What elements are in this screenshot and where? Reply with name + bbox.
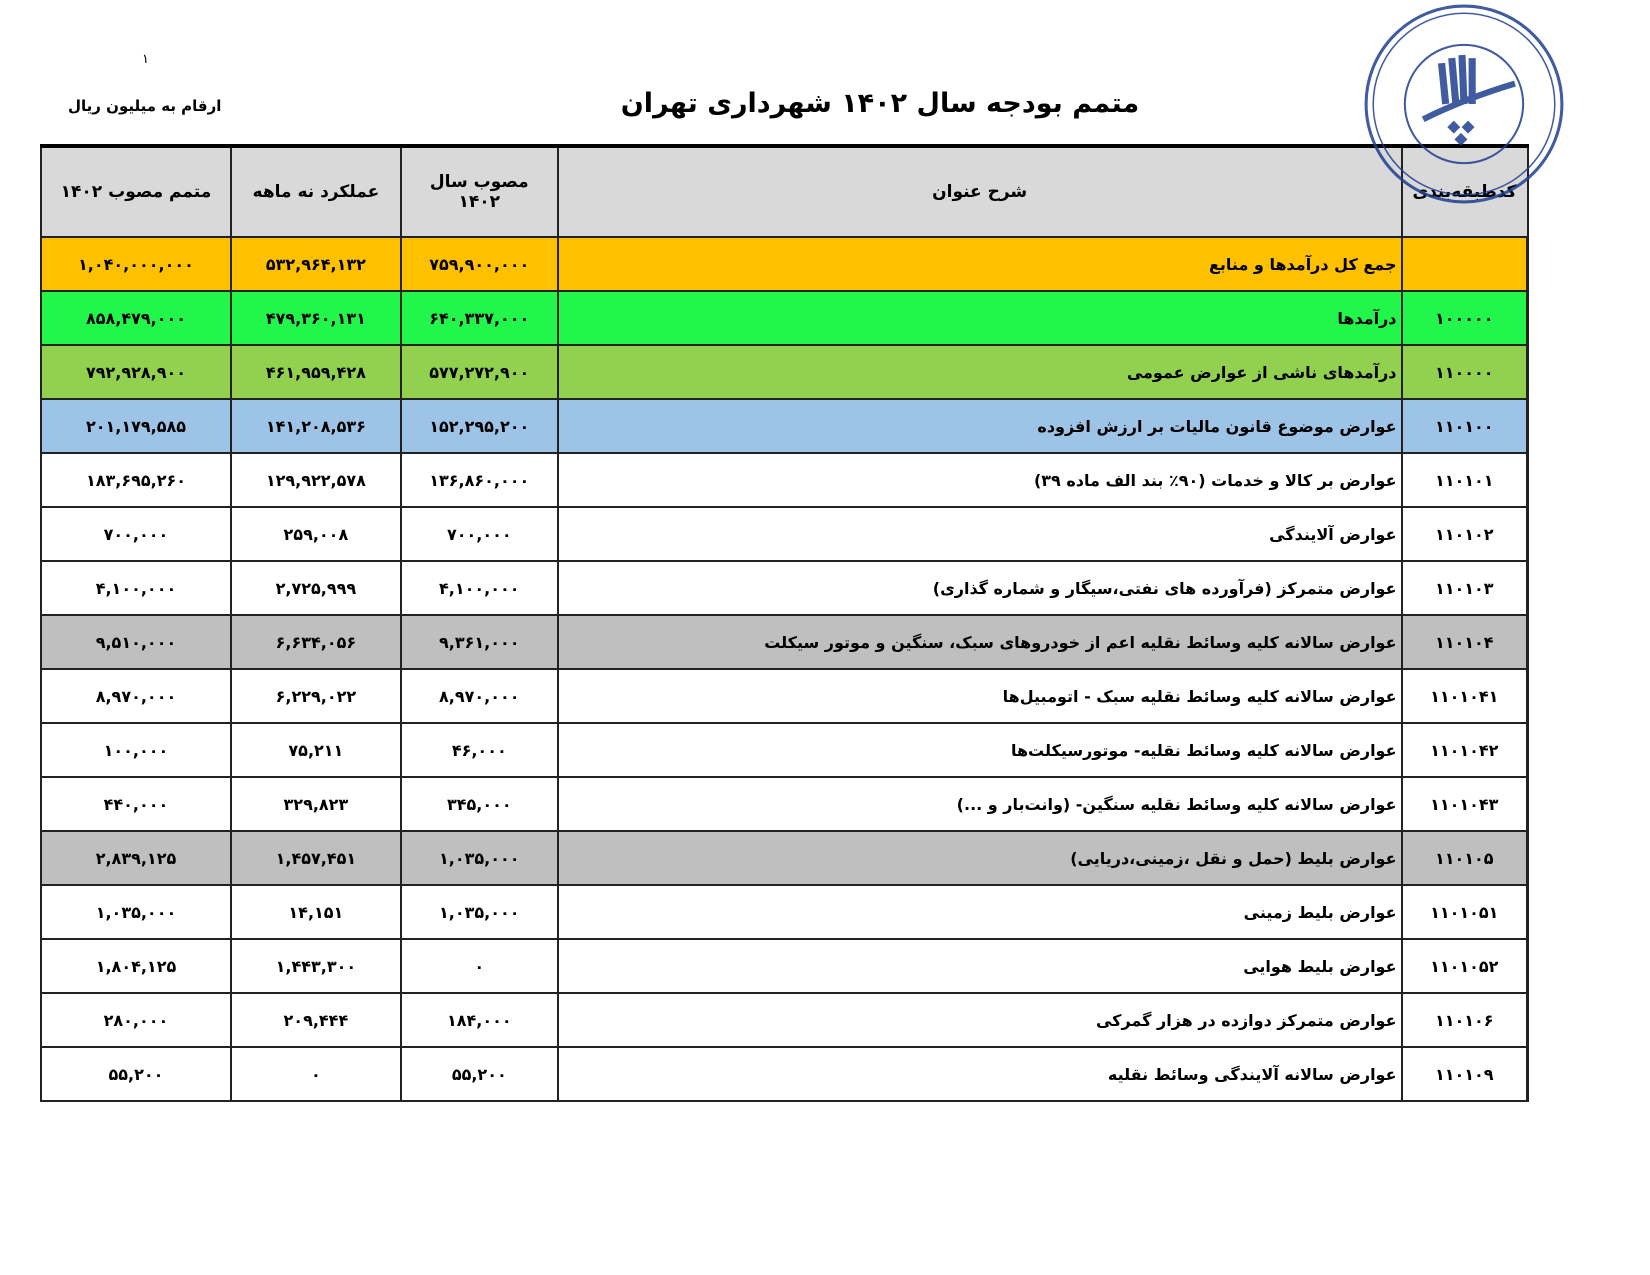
row-amended: ۴,۱۰۰,۰۰۰ — [41, 561, 231, 615]
row-amended: ۸۵۸,۴۷۹,۰۰۰ — [41, 291, 231, 345]
row-code: ۱۱۰۱۰۵۲ — [1402, 939, 1528, 993]
row-description: عوارض بلیط هوایی — [558, 939, 1402, 993]
row-performance: ۱,۴۵۷,۴۵۱ — [231, 831, 401, 885]
row-description: عوارض سالانه کلیه وسائط نقلیه اعم از خودروهای سبک، سنگین و موتور سیکلت — [558, 615, 1402, 669]
row-approved: ۷۰۰,۰۰۰ — [401, 507, 558, 561]
row-performance: ۶,۶۳۴,۰۵۶ — [231, 615, 401, 669]
row-amended: ۹,۵۱۰,۰۰۰ — [41, 615, 231, 669]
table-row — [41, 885, 1528, 939]
table-row — [41, 291, 1528, 345]
unit-note: ارقام به میلیون ریال — [68, 97, 222, 115]
row-performance: ۳۲۹,۸۲۳ — [231, 777, 401, 831]
row-amended: ۷۹۲,۹۲۸,۹۰۰ — [41, 345, 231, 399]
row-description: عوارض بلیط زمینی — [558, 885, 1402, 939]
row-description: عوارض سالانه آلایندگی وسائط نقلیه — [558, 1047, 1402, 1101]
table-row — [41, 993, 1528, 1047]
table-row — [41, 669, 1528, 723]
row-description: عوارض سالانه کلیه وسائط نقلیه سنگین- (وانت‌بار و ...) — [558, 777, 1402, 831]
row-amended: ۲۰۱,۱۷۹,۵۸۵ — [41, 399, 231, 453]
row-amended: ۴۴۰,۰۰۰ — [41, 777, 231, 831]
row-approved: ۷۵۹,۹۰۰,۰۰۰ — [401, 237, 558, 291]
row-code: ۱۱۰۱۰۵ — [1402, 831, 1528, 885]
row-performance: ۵۳۲,۹۶۴,۱۳۲ — [231, 237, 401, 291]
row-amended: ۱۸۳,۶۹۵,۲۶۰ — [41, 453, 231, 507]
row-code: ۱۱۰۰۰۰ — [1402, 345, 1528, 399]
row-code: ۱۱۰۱۰۳ — [1402, 561, 1528, 615]
row-code: ۱۱۰۱۰۲ — [1402, 507, 1528, 561]
table-row — [41, 939, 1528, 993]
row-amended: ۲۸۰,۰۰۰ — [41, 993, 231, 1047]
row-amended: ۵۵,۲۰۰ — [41, 1047, 231, 1101]
row-description: عوارض متمرکز (فرآورده های نفتی،سیگار و شماره گذاری) — [558, 561, 1402, 615]
row-amended: ۱,۸۰۴,۱۲۵ — [41, 939, 231, 993]
row-approved: ۰ — [401, 939, 558, 993]
row-performance: ۴۷۹,۳۶۰,۱۳۱ — [231, 291, 401, 345]
row-description: عوارض بر کالا و خدمات (۹۰٪ بند الف ماده ۳۹) — [558, 453, 1402, 507]
row-amended: ۱۰۰,۰۰۰ — [41, 723, 231, 777]
row-code: ۱۱۰۱۰۴۳ — [1402, 777, 1528, 831]
row-approved: ۱,۰۳۵,۰۰۰ — [401, 885, 558, 939]
row-approved: ۱۸۴,۰۰۰ — [401, 993, 558, 1047]
row-code: ۱۱۰۱۰۴۲ — [1402, 723, 1528, 777]
row-performance: ۷۵,۲۱۱ — [231, 723, 401, 777]
row-code: ۱۱۰۱۰۱ — [1402, 453, 1528, 507]
table-header-row — [41, 146, 1528, 237]
row-amended: ۸,۹۷۰,۰۰۰ — [41, 669, 231, 723]
row-performance: ۲۵۹,۰۰۸ — [231, 507, 401, 561]
row-description: عوارض سالانه کلیه وسائط نقلیه- موتورسیکلت‌ها — [558, 723, 1402, 777]
row-description: جمع کل درآمدها و منابع — [558, 237, 1402, 291]
row-code: ۱۱۰۱۰۵۱ — [1402, 885, 1528, 939]
row-description: عوارض بلیط (حمل و نقل ،زمینی،دریایی) — [558, 831, 1402, 885]
table-row — [41, 831, 1528, 885]
row-performance: ۲۰۹,۴۴۴ — [231, 993, 401, 1047]
row-approved: ۵۷۷,۲۷۲,۹۰۰ — [401, 345, 558, 399]
table-row — [41, 399, 1528, 453]
table-row — [41, 237, 1528, 291]
row-performance: ۱۴۱,۲۰۸,۵۳۶ — [231, 399, 401, 453]
table-row — [41, 345, 1528, 399]
header-approved: مصوب سال ۱۴۰۲ — [401, 146, 558, 237]
row-code: ۱۱۰۱۰۴۱ — [1402, 669, 1528, 723]
table-row — [41, 723, 1528, 777]
row-performance: ۴۶۱,۹۵۹,۴۲۸ — [231, 345, 401, 399]
page-title: متمم بودجه سال ۱۴۰۲ شهرداری تهران — [620, 88, 1140, 119]
row-approved: ۴,۱۰۰,۰۰۰ — [401, 561, 558, 615]
row-code: ۱۱۰۱۰۴ — [1402, 615, 1528, 669]
row-approved: ۵۵,۲۰۰ — [401, 1047, 558, 1101]
row-code — [1402, 237, 1528, 291]
header-description: شرح عنوان — [558, 146, 1402, 237]
row-description: عوارض آلایندگی — [558, 507, 1402, 561]
row-amended: ۱,۰۳۵,۰۰۰ — [41, 885, 231, 939]
table-row — [41, 507, 1528, 561]
row-approved: ۴۶,۰۰۰ — [401, 723, 558, 777]
row-code: ۱۱۰۱۰۰ — [1402, 399, 1528, 453]
row-approved: ۶۴۰,۳۳۷,۰۰۰ — [401, 291, 558, 345]
row-performance: ۰ — [231, 1047, 401, 1101]
table-row — [41, 1047, 1528, 1101]
row-approved: ۸,۹۷۰,۰۰۰ — [401, 669, 558, 723]
row-performance: ۲,۷۲۵,۹۹۹ — [231, 561, 401, 615]
row-approved: ۱,۰۳۵,۰۰۰ — [401, 831, 558, 885]
row-approved: ۱۵۲,۲۹۵,۲۰۰ — [401, 399, 558, 453]
row-description: عوارض موضوع قانون مالیات بر ارزش افزوده — [558, 399, 1402, 453]
row-description: عوارض متمرکز دوازده در هزار گمرکی — [558, 993, 1402, 1047]
row-performance: ۱۴,۱۵۱ — [231, 885, 401, 939]
budget-table — [40, 144, 1529, 1102]
row-description: درآمدهای ناشی از عوارض عمومی — [558, 345, 1402, 399]
row-code: ۱۰۰۰۰۰ — [1402, 291, 1528, 345]
row-performance: ۱,۴۴۳,۳۰۰ — [231, 939, 401, 993]
row-description: عوارض سالانه کلیه وسائط نقلیه سبک - اتومبیل‌ها — [558, 669, 1402, 723]
table-row — [41, 777, 1528, 831]
row-approved: ۳۴۵,۰۰۰ — [401, 777, 558, 831]
table-row — [41, 561, 1528, 615]
row-approved: ۱۳۶,۸۶۰,۰۰۰ — [401, 453, 558, 507]
row-amended: ۷۰۰,۰۰۰ — [41, 507, 231, 561]
row-amended: ۱,۰۴۰,۰۰۰,۰۰۰ — [41, 237, 231, 291]
table-row — [41, 615, 1528, 669]
table-row — [41, 453, 1528, 507]
row-performance: ۱۲۹,۹۲۲,۵۷۸ — [231, 453, 401, 507]
header-performance: عملکرد نه ماهه — [231, 146, 401, 237]
row-amended: ۲,۸۳۹,۱۲۵ — [41, 831, 231, 885]
row-performance: ۶,۲۲۹,۰۲۲ — [231, 669, 401, 723]
header-code: کدطبقه‌بندی — [1402, 146, 1528, 237]
row-approved: ۹,۳۶۱,۰۰۰ — [401, 615, 558, 669]
page-number: ۱ — [142, 52, 149, 67]
header-amended: متمم مصوب ۱۴۰۲ — [41, 146, 231, 237]
row-code: ۱۱۰۱۰۹ — [1402, 1047, 1528, 1101]
row-code: ۱۱۰۱۰۶ — [1402, 993, 1528, 1047]
row-description: درآمدها — [558, 291, 1402, 345]
